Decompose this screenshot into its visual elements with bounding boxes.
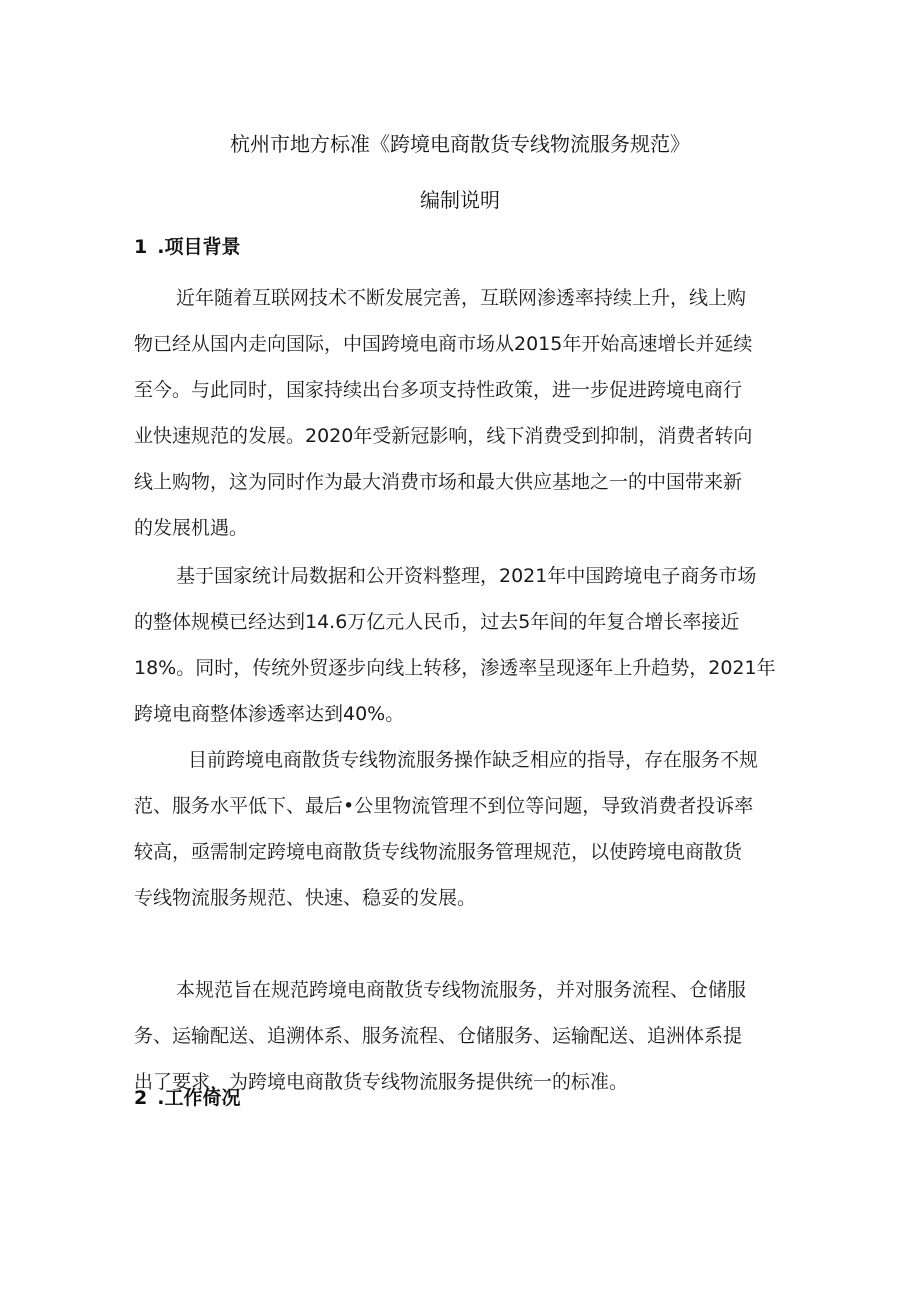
section-title: .项目背景 xyxy=(157,236,241,258)
document-title: 杭州市地方标准《跨境电商散货专线物流服务规范》 xyxy=(230,132,690,156)
paragraph-line: 的发展机遇。 xyxy=(134,517,249,539)
section-number: 1 xyxy=(134,236,148,258)
paragraph-line: 范、服务水平低下、最后•公里物流管理不到位等问题，导致消费者投诉率 xyxy=(134,795,754,817)
paragraph-line: 务、运输配送、追溯体系、服务流程、仓储服务、运输配送、追洲体系提 xyxy=(134,1025,743,1047)
paragraph-background-2 xyxy=(134,553,794,737)
paragraph-line: 18%。同时，传统外贸逐步向线上转移，渗透率呈现逐年上升趋势，2021年 xyxy=(134,657,776,679)
paragraph-line: 的整体规模已经达到14.6万亿元人民币，过去5年间的年复合增长率接近 xyxy=(134,611,740,633)
paragraph-line: 跨境电商整体渗透率达到40%。 xyxy=(134,703,405,725)
paragraph-background-1 xyxy=(134,275,794,551)
paragraph-line: 线上购物，这为同时作为最大消费市场和最大供应基地之一的中国带来新 xyxy=(134,471,743,493)
document-subtitle: 编制说明 xyxy=(420,188,500,212)
paragraph-line: 出了要求，为跨境电商散货专线物流服务提供统一的标准。 xyxy=(134,1071,629,1093)
paragraph-line: 近年随着互联网技术不断发展完善，互联网渗透率持续上升，线上购 xyxy=(176,287,747,309)
paragraph-line: 专线物流服务规范、快速、稳妥的发展。 xyxy=(134,887,477,909)
section-heading-1 xyxy=(134,232,240,259)
paragraph-line: 基于国家统计局数据和公开资料整理，2021年中国跨境电子商务市场 xyxy=(176,565,757,587)
paragraph-line: 较高，亟需制定跨境电商散货专线物流服务管理规范，以使跨境电商散货 xyxy=(134,841,743,863)
paragraph-line: 物已经从国内走向国际，中国跨境电商市场从2015年开始高速增长并延续 xyxy=(134,333,753,355)
section-number: 2 xyxy=(134,1087,148,1109)
paragraph-line: 至今。与此同时，国家持续出台多项支持性政策，进一步促进跨境电商行 xyxy=(134,379,743,401)
paragraph-line: 业快速规范的发展。2020年受新冠影响，线下消费受到抑制，消费者转向 xyxy=(134,425,753,447)
section-heading-2 xyxy=(134,1083,240,1110)
section-title: .工作倚况 xyxy=(157,1087,241,1109)
paragraph-line: 目前跨境电商散货专线物流服务操作缺乏相应的指导，存在服务不规 xyxy=(188,749,759,771)
paragraph-background-3 xyxy=(134,737,794,921)
paragraph-line: 本规范旨在规范跨境电商散货专线物流服务，并对服务流程、仓储服 xyxy=(176,979,747,1001)
